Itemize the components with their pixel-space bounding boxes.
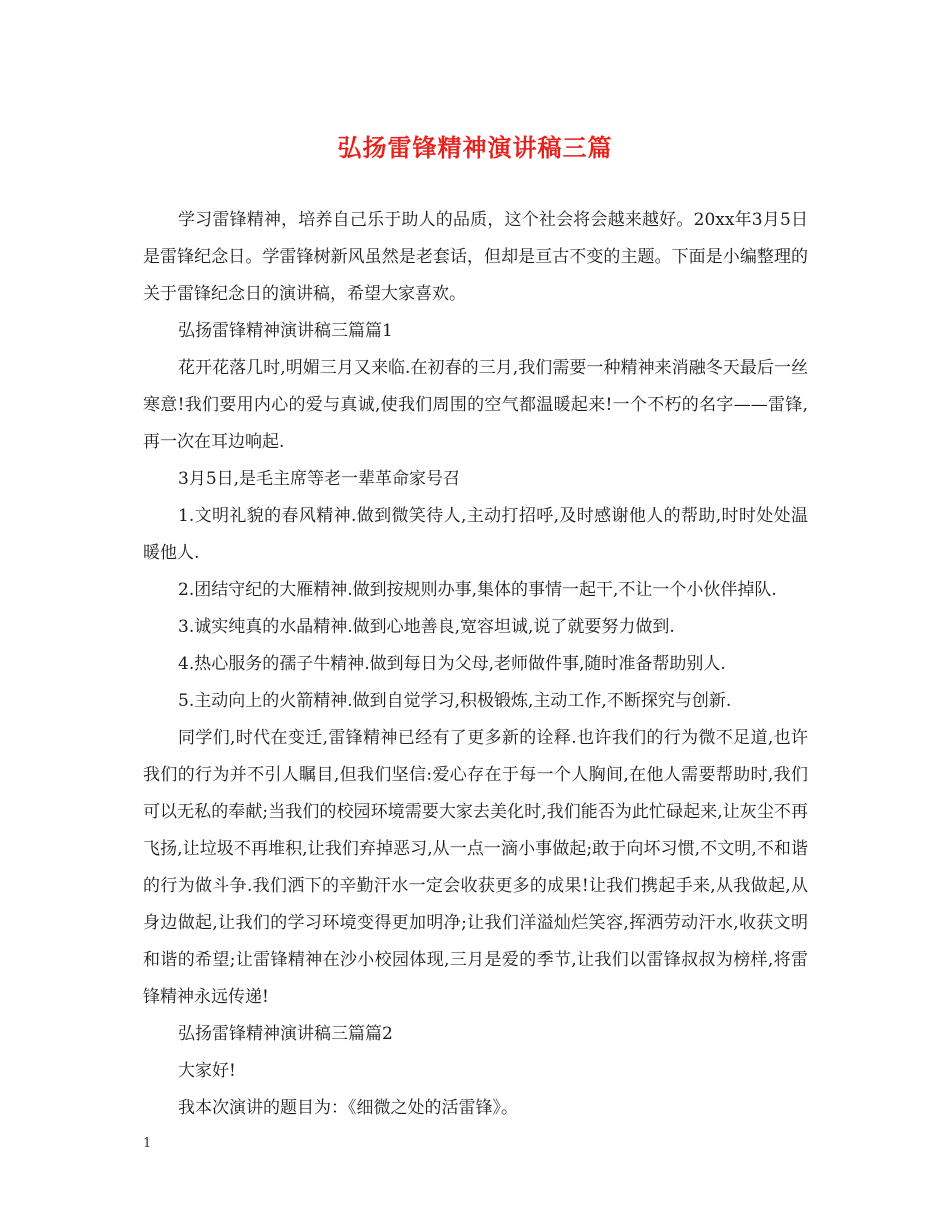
list-item-4: 4.热心服务的孺子牛精神.做到每日为父母,老师做件事,随时准备帮助别人. xyxy=(178,654,726,674)
list-item-2: 2.团结守纪的大雁精神.做到按规则办事,集体的事情一起干,不让一个小伙伴掉队. xyxy=(178,580,777,600)
list-item-3: 3.诚实纯真的水晶精神.做到心地善良,宽容坦诚,说了就要努力做到. xyxy=(178,617,675,637)
list-item-5: 5.主动向上的火箭精神.做到自觉学习,积极锻炼,主动工作,不断探究与创新. xyxy=(178,691,732,711)
body-paragraph: 同学们,时代在变迁,雷锋精神已经有了更多新的诠释.也许我们的行为微不足道,也许我们的行为并不引人瞩目,但我们坚信:爱心存在于每一个人胸间,在他人需要帮助时,我们可以无私的奉献;当我们的校园环境需要大家去美化时,我们能否为此忙碌起来,让灰尘不再飞扬,让垃圾不再堆积,让我们弃掉恶习,从一点一滴小事做起;敢于向坏习惯,不文明,不和谐的行为做斗争.我们洒下的辛勤汗水一定会收获更多的成果!让我们携起手来,从我做起,从身边做起,让我们的学习环境变得更加明净;让我们洋溢灿烂笑容,挥洒劳动汗水,收获文明和谐的希望;让雷锋精神在沙小校园体现,三月是爱的季节,让我们以雷锋叔叔为榜样,将雷锋精神永远传递! xyxy=(143,728,808,1007)
document-title: 弘扬雷锋精神演讲稿三篇 xyxy=(337,133,613,162)
page-number: 1 xyxy=(143,1136,152,1151)
list-item-1: 1.文明礼貌的春风精神.做到微笑待人,主动打招呼,及时感谢他人的帮助,时时处处温暖他人. xyxy=(143,506,808,563)
greeting-paragraph: 大家好! xyxy=(178,1061,236,1081)
body-paragraph: 3月5日,是毛主席等老一辈革命家号召 xyxy=(178,469,461,489)
body-paragraph: 花开花落几时,明媚三月又来临.在初春的三月,我们需要一种精神来消融冬天最后一丝寒意!我们要用内心的爱与真诚,使我们周围的空气都温暖起来!一个不朽的名字——雷锋,再一次在耳边响起. xyxy=(143,358,808,452)
document-body xyxy=(143,202,808,1127)
body-paragraph: 我本次演讲的题目为：《细微之处的活雷锋》。 xyxy=(178,1098,518,1118)
intro-paragraph: 学习雷锋精神，培养自己乐于助人的品质，这个社会将会越来越好。20xx年3月5日是雷锋纪念日。学雷锋树新风虽然是老套话，但却是亘古不变的主题。下面是小编整理的关于雷锋纪念日的演讲稿，希望大家喜欢。 xyxy=(143,210,808,304)
section-heading-1: 弘扬雷锋精神演讲稿三篇篇1 xyxy=(178,321,393,341)
section-heading-2: 弘扬雷锋精神演讲稿三篇篇2 xyxy=(178,1024,393,1044)
